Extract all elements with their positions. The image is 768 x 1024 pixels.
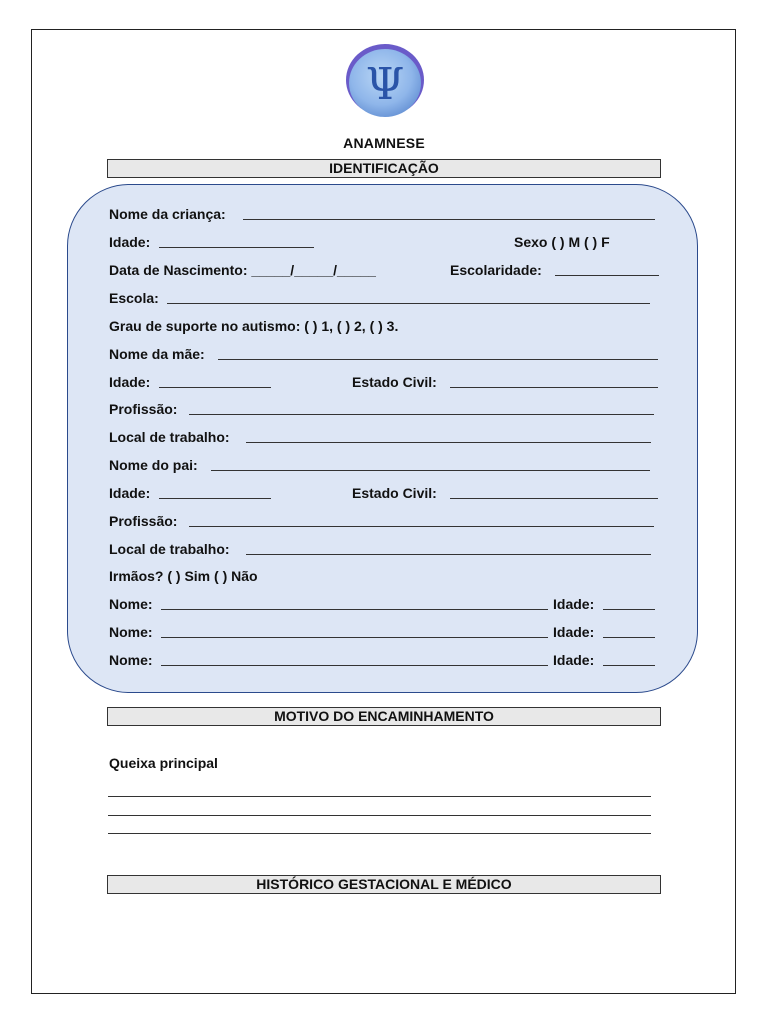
psi-glyph: Ψ [365, 59, 405, 110]
label-irmao-idade-3: Idade: [553, 652, 595, 668]
label-irmao-nome-3: Nome: [109, 652, 153, 668]
label-local-trabalho-mae: Local de trabalho: [109, 429, 230, 445]
label-irmao-idade-2: Idade: [553, 624, 595, 640]
section-historico-gestacional: HISTÓRICO GESTACIONAL E MÉDICO [107, 875, 661, 894]
label-irmaos[interactable]: Irmãos? ( ) Sim ( ) Não [109, 568, 258, 584]
queixa-line-1[interactable] [108, 796, 651, 797]
input-line-local-trabalho-pai[interactable] [246, 554, 651, 555]
label-grau-suporte[interactable]: Grau de suporte no autismo: ( ) 1, ( ) 2, ( ) 3. [109, 318, 399, 334]
input-line-irmao-nome-1[interactable] [161, 609, 548, 610]
label-nome-mae: Nome da mãe: [109, 346, 205, 362]
label-nome-crianca: Nome da criança: [109, 206, 226, 222]
input-line-irmao-idade-1[interactable] [603, 609, 655, 610]
input-line-estado-civil-mae[interactable] [450, 387, 658, 388]
label-data-nascimento[interactable]: Data de Nascimento: _____/_____/_____ [109, 262, 376, 278]
input-line-estado-civil-pai[interactable] [450, 498, 658, 499]
input-line-idade-mae[interactable] [159, 387, 271, 388]
input-line-nome-crianca[interactable] [243, 219, 655, 220]
label-idade-pai: Idade: [109, 485, 151, 501]
label-estado-civil-pai: Estado Civil: [352, 485, 437, 501]
input-line-idade-pai[interactable] [159, 498, 271, 499]
input-line-nome-pai[interactable] [211, 470, 650, 471]
input-line-irmao-nome-3[interactable] [161, 665, 548, 666]
queixa-line-3[interactable] [108, 833, 651, 834]
psi-logo [345, 43, 425, 119]
section-motivo-encaminhamento: MOTIVO DO ENCAMINHAMENTO [107, 707, 661, 726]
label-irmao-nome-1: Nome: [109, 596, 153, 612]
input-line-profissao-mae[interactable] [189, 414, 654, 415]
label-sexo[interactable]: Sexo ( ) M ( ) F [514, 234, 610, 250]
label-local-trabalho-pai: Local de trabalho: [109, 541, 230, 557]
label-escolaridade: Escolaridade: [450, 262, 542, 278]
input-line-escolaridade[interactable] [555, 275, 659, 276]
label-estado-civil-mae: Estado Civil: [352, 374, 437, 390]
label-irmao-idade-1: Idade: [553, 596, 595, 612]
label-escola: Escola: [109, 290, 159, 306]
input-line-irmao-nome-2[interactable] [161, 637, 548, 638]
label-profissao-mae: Profissão: [109, 401, 178, 417]
label-idade-mae: Idade: [109, 374, 151, 390]
input-line-profissao-pai[interactable] [189, 526, 654, 527]
input-line-irmao-idade-3[interactable] [603, 665, 655, 666]
input-line-escola[interactable] [167, 303, 650, 304]
input-line-local-trabalho-mae[interactable] [246, 442, 651, 443]
label-profissao-pai: Profissão: [109, 513, 178, 529]
input-line-idade-crianca[interactable] [159, 247, 314, 248]
label-irmao-nome-2: Nome: [109, 624, 153, 640]
input-line-irmao-idade-2[interactable] [603, 637, 655, 638]
label-queixa-principal: Queixa principal [109, 755, 218, 771]
section-identificacao: IDENTIFICAÇÃO [107, 159, 661, 178]
input-line-nome-mae[interactable] [218, 359, 658, 360]
queixa-line-2[interactable] [108, 815, 651, 816]
label-nome-pai: Nome do pai: [109, 457, 198, 473]
label-idade-crianca: Idade: [109, 234, 151, 250]
document-title: ANAMNESE [343, 135, 425, 151]
